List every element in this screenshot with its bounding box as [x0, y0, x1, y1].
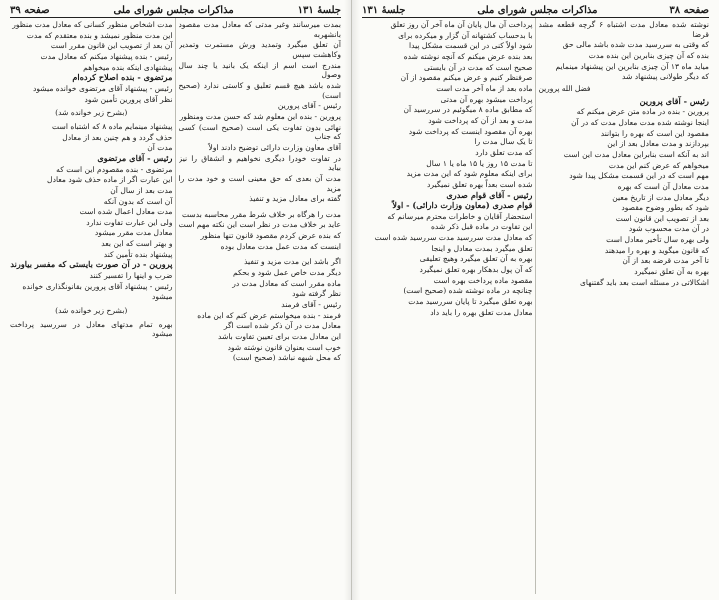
- text-line: شده باشد هیچ قسم تعلیق و کاستی ندارد (صحیح است): [178, 80, 341, 100]
- text-line: تعلق میگیرد بمدت معادل و اینجا: [431, 243, 533, 253]
- text-line: رئیس - پیشنهاد آقای مرتضوی خوانده میشود: [32, 83, 173, 93]
- text-line: رئیس - بنده پیشنهاد میکنم که معادل مدت: [40, 51, 173, 61]
- left-page-right-column: [179, 20, 342, 594]
- text-line: پیشنهاد بنده تأمین کند: [103, 249, 173, 259]
- text-line: شود که بطور وضوح مقصود: [621, 203, 709, 213]
- text-line: اینجا نوشته شده مدت معادل مدت که در آن: [571, 117, 709, 127]
- text-line: مدت معادل اعمال شده است: [79, 207, 173, 217]
- text-line: که قانون میگوید و بهره را میدهند: [604, 245, 709, 255]
- text-line: که بنده عرض کردم مقصود قانون تنها منظور: [200, 231, 341, 241]
- text-line: بهره تمام مدتهای معادل در سررسید پرداخت میشود: [10, 319, 173, 339]
- text-line: آن تعلق میگیرد وتمدید ورش مستمرت وتمدیر وکاهشت سپس: [178, 40, 341, 59]
- text-line: بعد بنده عرض میکنم که آنچه نوشته شده: [403, 51, 533, 61]
- text-line: بپردازند و مدت معادل بعد از این: [607, 139, 709, 149]
- text-line: فرمند - بنده میخواستم عرض کنم که این ماده: [197, 310, 341, 320]
- speaker-line: رئیس - آقای قوام صدری: [446, 189, 533, 200]
- text-line: مقصود این است که بهره را بتوانند: [600, 128, 709, 138]
- text-line: صرفنظر کنیم و عرض میکنم مقصود از آن: [400, 73, 533, 83]
- text-line: بهره به آن تعلق نمیگیرد: [634, 267, 709, 277]
- text-line: بمدت میرسانند وغیر مدتی که معادل مدت مقصود بانشهربه: [178, 20, 341, 39]
- text-line: نظر گرفته شود: [292, 289, 341, 299]
- text-line: مرتضوی - بنده مقصودم این است که: [56, 164, 173, 174]
- text-line: پیشنهاد مینمایم ماده ۸ که اشتباه است: [52, 121, 173, 131]
- text-line: پرورین - بنده این معلوم شد که حسن مدت ومنظور: [179, 111, 341, 121]
- text-line: عاید بر خلاف مدت در نظر است این نکته مهم است: [178, 220, 341, 230]
- text-line: میشود: [152, 292, 173, 302]
- text-line: خوب است بعنوان قانون نوشته شود: [227, 342, 341, 352]
- text-line: تا مدت ۱۵ روز یا ۱۵ ماه یا ۱ سال: [426, 158, 533, 168]
- speaker-line: رئیس - آقای پرورین: [639, 95, 709, 106]
- text-line: پرورین - بنده در ماده متن عرض میکنم که: [576, 107, 709, 117]
- text-line: مدت را هرگاه بر خلاف شرط مقرر محاسبه بدست: [181, 209, 341, 219]
- text-line: که آن پول بدهکار بهره تعلق نمیگیرد: [419, 265, 533, 275]
- text-line: که محل شبهه نباشد (صحیح است): [232, 353, 341, 363]
- column-divider: [535, 18, 536, 594]
- text-line: این عبارت اگر از ماده حذف شود معادل: [47, 175, 173, 185]
- text-line: ضرب و اینها را تفسیر کنند: [89, 271, 173, 281]
- text-line: بهره آن مقصود اینست که پرداخت شود: [408, 126, 533, 136]
- text-line: این مدت منظور نمیشد و بنده معتقدم که مدت: [26, 30, 173, 40]
- text-line: این معادل مدت برای تعیین تفاوت باشد: [218, 332, 341, 342]
- text-line: اگر باشد این مدت مزید و تنفیذ: [244, 257, 341, 267]
- text-line: برای اینکه معلوم شود که این مدت مزید: [406, 169, 533, 179]
- text-line: در تفاوت خودرا دیگری نخواهیم و انشقاق را نیز بیاید: [178, 153, 341, 173]
- text-line: که وقتی به سررسید مدت شده باشد مالی حق: [562, 40, 709, 50]
- text-line: تا آخر مدت قرضه بعد از آن: [622, 256, 709, 266]
- text-line: استحضار آقایان و خاطرات محترم میرسانم که: [387, 211, 533, 221]
- text-line: دیگر معادل مدت از تاریخ معین: [612, 192, 709, 202]
- text-line: این تفاوت در ماده قبل ذکر شده: [430, 222, 533, 232]
- text-line: مدت و بعد از آن که پرداخت شود: [428, 115, 533, 125]
- right-page-left-column: [362, 20, 533, 594]
- text-line: در آن مدت محسوب شود: [628, 224, 709, 234]
- text-line: پرداخت آن مال پایان آن ماه آخر آن روز تعلق: [390, 20, 533, 29]
- text-line: و بهتر است که این بعد: [101, 239, 173, 249]
- text-line: اند به آنکه است بنابراین معادل مدت این است: [563, 149, 709, 159]
- right-page-session: جلسهٔ ۱۳۱: [362, 4, 406, 16]
- text-line: حذف گردد و هم چنین بعد از معادل: [62, 132, 173, 142]
- text-line: گفته برای معادل مزید و تنفیذ: [249, 194, 341, 204]
- text-line: رئیس - پیشنهاد آقای پرورین بقانونگذاری خوانده: [22, 281, 173, 291]
- text-line: ماده بعد از ماه آخر مدت است: [436, 83, 533, 93]
- text-line: صحیح است که مدت در آن بایستی: [423, 62, 533, 72]
- speaker-line: رئیس - آقای مرتضوی: [97, 152, 173, 163]
- text-line: میخواهم که عرض کنم این مدت: [608, 160, 709, 170]
- text-line: اینست که مدت عمل مدت معادل بوده: [220, 241, 341, 251]
- text-line: میاید ماه ۱۳ آن چیزی بنابرین این پیشنهاد مینمایم: [555, 61, 709, 71]
- text-line: نهائی بدون تفاوت یکی است (صحیح است) کسی که جناب: [178, 122, 341, 142]
- speaker-line: مرتضوی - بنده اصلاح کرده‌ام: [72, 72, 173, 83]
- right-page-title: مذاکرات مجلس شورای ملی: [477, 4, 598, 16]
- left-page: [0, 0, 352, 600]
- text-line: ماده مقرر است که معادل مدت در: [232, 278, 341, 288]
- text-line: مقصود ماده پرداخت بهره است: [433, 275, 533, 285]
- text-line: نوشته شده معادل مدت اشتباه ۶ گرچه قطعه مشد قرضا: [538, 20, 709, 39]
- text-line: مهم است که در این قسمت مشکل پیدا شود: [569, 171, 709, 181]
- text-line: که مدت تعلق دارد: [475, 147, 533, 157]
- text-line: پرداخت میشود بهره آن مدتی: [440, 94, 533, 104]
- column-divider: [175, 18, 176, 594]
- signature-line: فضل الله پرورین: [538, 83, 591, 93]
- right-page-header: [362, 3, 709, 18]
- left-page-left-column: [10, 20, 173, 594]
- text-line: معادل مدت تعلق بهره را باید داد: [430, 307, 533, 317]
- text-line: بعد از تصویب این قانون است: [615, 213, 709, 223]
- text-line: که معادل مدت سررسید مدت سررسید شده است: [374, 233, 533, 243]
- reading-note: (بشرح زیر خوانده شد): [55, 108, 128, 118]
- text-line: بهره تعلق میگیرد تا پایان سررسید مدت: [408, 297, 533, 307]
- speaker-line: پرورین - در آن صورت بایستی که مفسر بیاورند: [10, 259, 173, 270]
- text-line: چنانچه در ماده نوشته شده (صحیح است): [403, 286, 533, 296]
- text-line: نظر آقای پرورین تأمین شود: [84, 94, 173, 104]
- text-line: که مطابق ماده ۸ میگوئیم در سررسید آن: [403, 105, 533, 115]
- text-line: که دیگر طولانی پیشنهاد شد: [622, 72, 709, 82]
- left-page-number: صفحه ۳۹: [10, 4, 50, 16]
- book-gutter: [344, 0, 360, 600]
- text-line: ولی این عبارت تفاوت ندارد: [86, 217, 173, 227]
- reading-note: (بشرح زیر خوانده شد): [55, 306, 128, 316]
- right-page-right-column: [539, 20, 710, 594]
- text-line: بهره به آن تعلق میگیرد وهیچ تعلیقی: [419, 254, 533, 264]
- text-line: آقای معاون وزارت دارائی توضیح دادند اولاً: [208, 142, 341, 152]
- text-line: پیشنهادی اینکه بنده میخواهم: [83, 62, 173, 72]
- text-line: معادل مدت در آن ذکر شده است اگر: [223, 321, 341, 331]
- text-line: مدت آن بعدی که حق معینی است و خود مدت را مزید: [178, 173, 341, 193]
- text-line: مندرج است اسم از اینکه یک بانید یا چند سال وصول: [178, 60, 341, 80]
- right-page-number: صفحه ۳۸: [669, 4, 709, 16]
- speaker-line: قوام صدری (معاون وزارت دارائی) - اولاً: [392, 200, 533, 211]
- left-page-session: جلسهٔ ۱۳۱: [297, 4, 341, 16]
- text-line: مدت معادل آن است که بهره: [617, 181, 709, 191]
- text-line: مدت آن: [147, 143, 173, 153]
- text-line: شود اولاً کنی در این قسمت مشکل پیدا: [409, 41, 533, 51]
- text-line: رئیس - آقای پرورین: [277, 101, 341, 111]
- text-line: رئیس - آقای فرمند: [281, 300, 341, 310]
- left-page-header: [10, 3, 341, 18]
- text-line: آن است که بدون آنکه: [103, 196, 173, 206]
- text-line: شده است بعداً بهره تعلق نمیگیرد: [427, 179, 533, 189]
- text-line: مدت بعد از سال آن: [110, 185, 173, 195]
- text-line: بنده که آن چیزی بنابرین این بنده مدت: [588, 50, 709, 60]
- text-line: ولی بهره سال تأخیر معادل است: [606, 235, 709, 245]
- text-line: دیگر مدت خاص عمل شود و بحکم: [232, 268, 341, 278]
- text-line: مدت اشخاص منظور کسانی که معادل مدت منظور: [12, 20, 173, 29]
- text-line: معادل مدت مقرر میشود: [94, 228, 173, 238]
- text-line: اشکالاتی در مسئله است بعد باید گفتنهای: [579, 277, 709, 287]
- text-line: آن بعد از تصویب این قانون مقرر است: [50, 41, 173, 51]
- text-line: با بدحساب کشتهانه آن گزار و میکرده برای: [398, 30, 533, 40]
- text-line: تا یک سال مدت را: [474, 137, 533, 147]
- left-page-title: مذاکرات مجلس شورای ملی: [113, 4, 234, 16]
- right-page: [352, 0, 719, 600]
